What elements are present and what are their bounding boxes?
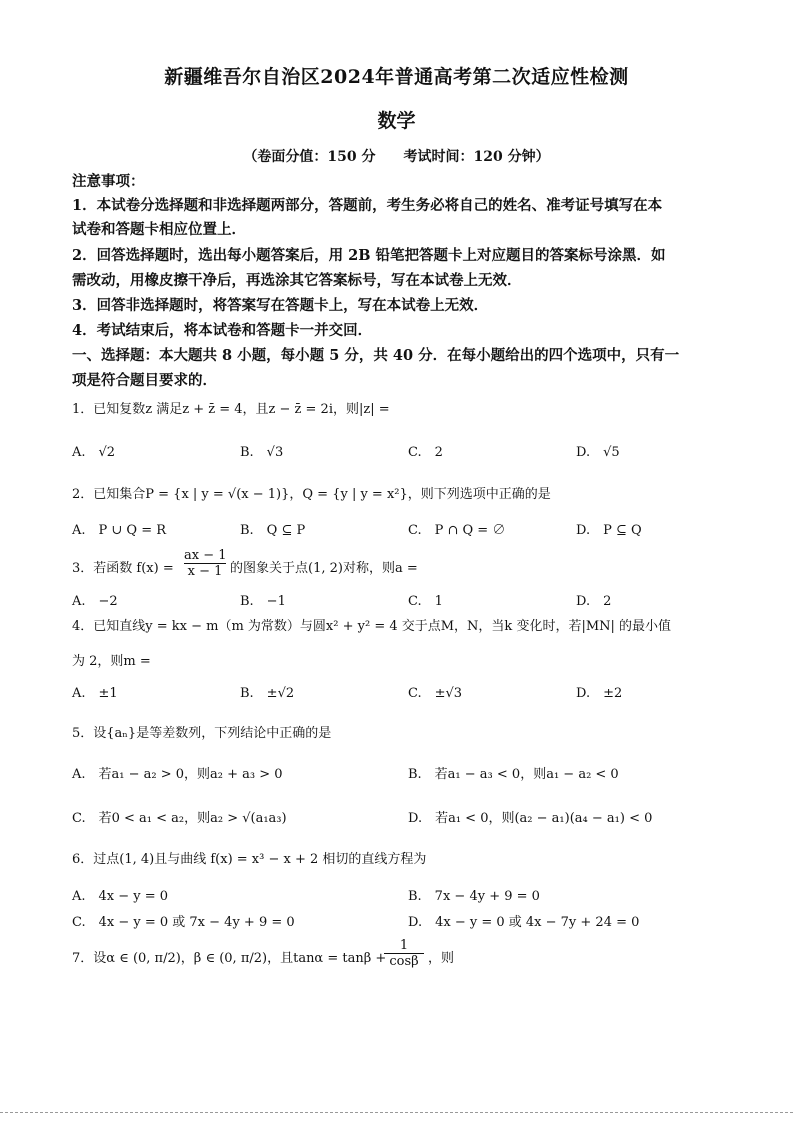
notice-line-1: 1．本试卷分选择题和非选择题两部分，答题前，考生务必将自己的姓名、准考证号填写在本 (72, 197, 663, 214)
question-6-option-c: C. 4x − y = 0 或 7x − 4y + 9 = 0 (72, 915, 295, 930)
question-6-option-b: B. 7x − 4y + 9 = 0 (408, 889, 540, 904)
question-2-option-a: A. P ∪ Q = R (72, 523, 167, 538)
question-7-stem-b: ，则 (428, 951, 455, 966)
notice-line-3: 2．回答选择题时，选出每小题答案后，用 2B 铅笔把答题卡上对应题目的答案标号涂黑．如 (72, 247, 666, 264)
question-1-option-b: B. √3 (240, 445, 284, 460)
exam-meta: （卷面分值：150 分 考试时间：120 分钟） (243, 149, 550, 165)
subject-title: 数学 (377, 110, 416, 132)
question-3-stem-a: 3．若函数 f(x) = (72, 561, 174, 576)
question-5-option-a: A. 若a₁ − a₂ > 0，则a₂ + a₃ > 0 (72, 767, 283, 782)
question-2-option-b: B. Q ⊆ P (240, 523, 306, 538)
question-7-fraction-denominator: cosβ (389, 954, 419, 969)
question-7-fraction (384, 938, 424, 969)
notice-line-6: 4．考试结束后，将本试卷和答题卡一并交回． (72, 322, 373, 339)
question-5-stem: 5．设{aₙ}是等差数列，下列结论中正确的是 (72, 726, 332, 741)
question-7-stem-a: 7．设α ∈ (0, π/2)，β ∈ (0, π/2)，且tanα = tanβ + (72, 951, 387, 966)
question-3-option-a: A. −2 (72, 594, 118, 609)
question-2-stem: 2．已知集合P = {x | y = √(x − 1)}，Q = {y | y = x²}，则下列选项中正确的是 (72, 487, 551, 502)
exam-title: 新疆维吾尔自治区2024年普通高考第二次适应性检测 (164, 66, 629, 88)
question-6-option-d: D. 4x − y = 0 或 4x − 7y + 24 = 0 (408, 915, 640, 930)
question-4-option-d: D. ±2 (576, 686, 623, 701)
question-4-option-c: C. ±√3 (408, 686, 463, 701)
section-heading-line-1: 一、选择题：本大题共 8 小题，每小题 5 分，共 40 分．在每小题给出的四个选项中，只有一 (72, 347, 680, 364)
notice-line-5: 3．回答非选择题时，将答案写在答题卡上，写在本试卷上无效． (72, 297, 489, 314)
notice-line-4: 需改动，用橡皮擦干净后，再选涂其它答案标号，写在本试卷上无效． (72, 272, 522, 289)
question-1-option-c: C. 2 (408, 445, 443, 460)
question-5-option-d: D. 若a₁ < 0，则(a₂ − a₁)(a₄ − a₁) < 0 (408, 811, 653, 826)
question-6-stem: 6．过点(1, 4)且与曲线 f(x) = x³ − x + 2 相切的直线方程为 (72, 852, 427, 867)
notice-line-2: 试卷和答题卡相应位置上． (72, 221, 246, 238)
question-1-option-a: A. √2 (72, 445, 116, 460)
question-5-option-b: B. 若a₁ − a₃ < 0，则a₁ − a₂ < 0 (408, 767, 619, 782)
question-3-fraction-denominator: x − 1 (187, 564, 223, 579)
question-1-option-d: D. √5 (576, 445, 620, 460)
question-4-option-a: A. ±1 (72, 686, 118, 701)
question-3-option-d: D. 2 (576, 594, 612, 609)
question-2-option-c: C. P ∩ Q = ∅ (408, 523, 506, 538)
notice-heading: 注意事项： (72, 173, 145, 190)
question-3-fraction-numerator: ax − 1 (184, 548, 227, 563)
question-1-stem: 1．已知复数z 满足z + z̄ = 4，且z − z̄ = 2i，则|z| = (72, 402, 390, 417)
question-6-option-a: A. 4x − y = 0 (72, 889, 169, 904)
question-3-stem-b: 的图象关于点(1, 2)对称，则a = (230, 561, 418, 576)
page-bottom-rule (0, 1112, 793, 1113)
question-4-option-b: B. ±√2 (240, 686, 295, 701)
question-3-fraction (184, 548, 226, 579)
question-3-option-c: C. 1 (408, 594, 443, 609)
question-2-option-d: D. P ⊆ Q (576, 523, 642, 538)
question-3-option-b: B. −1 (240, 594, 286, 609)
question-4-stem: 4．已知直线y = kx − m（m 为常数）与圆x² + y² = 4 交于点M，N，当k 变化时，若|MN| 的最小值 (72, 619, 672, 634)
question-5-option-c: C. 若0 < a₁ < a₂，则a₂ > √(a₁a₃) (72, 811, 287, 826)
question-4-stem-2: 为 2，则m = (72, 654, 151, 669)
question-7-fraction-numerator: 1 (384, 938, 424, 954)
section-heading-line-2: 项是符合题目要求的． (72, 372, 217, 389)
